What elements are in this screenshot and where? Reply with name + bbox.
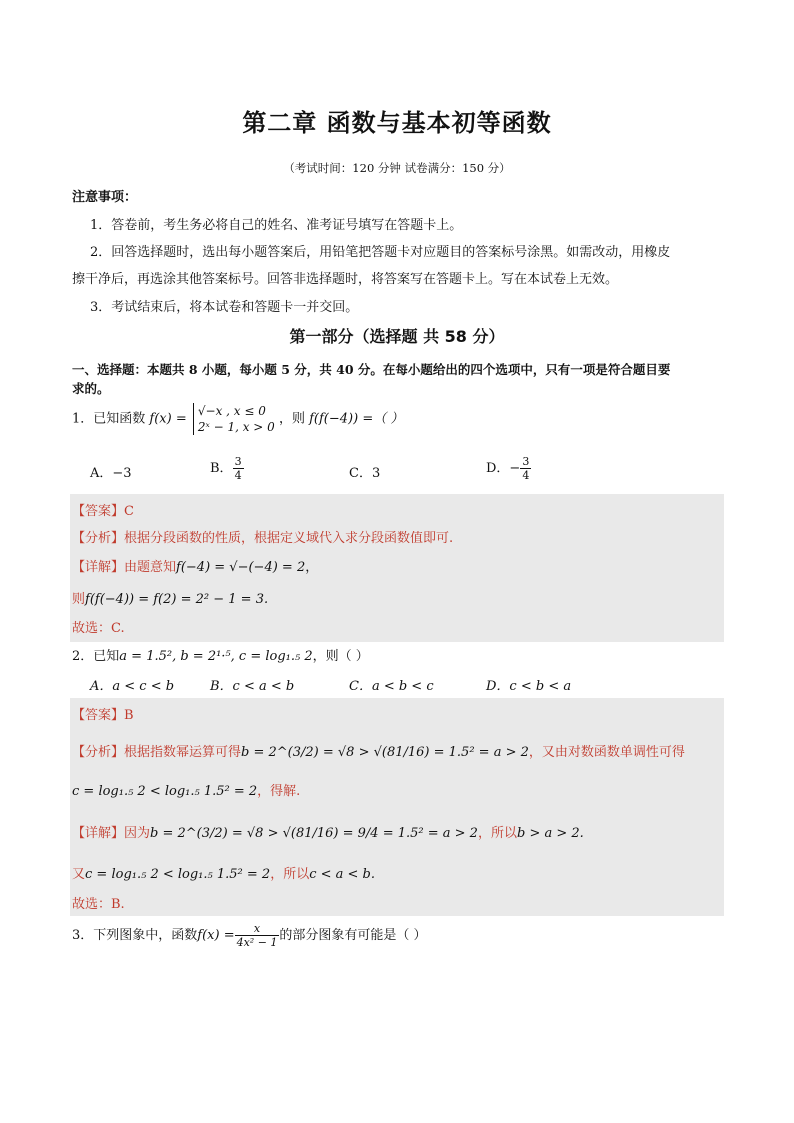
frac-denominator: 4x² − 1 xyxy=(236,936,278,949)
question-2 xyxy=(72,645,369,664)
q2-option-a: A．a < c < b xyxy=(90,679,175,694)
q1-option-c: C．3 xyxy=(349,466,381,481)
q2-detail-line2 xyxy=(72,863,375,882)
q2-math: a = 1.5², b = 2¹·⁵, c = log₁.₅ 2 xyxy=(119,649,313,664)
notice-2-cont: 擦干净后，再选涂其他答案标号。回答非选择题时，将答案写在答题卡上。写在本试卷上无效。 xyxy=(72,272,619,287)
question-1 xyxy=(72,403,403,435)
q2-option-c: C．a < b < c xyxy=(349,679,434,694)
q2-choose: 故选：B. xyxy=(72,897,125,912)
answer-tag: 【答案】 xyxy=(72,504,125,519)
answer-value: B xyxy=(124,708,134,723)
q2-analysis-line2 xyxy=(72,780,300,799)
q2-option-d: D．c < b < a xyxy=(486,679,572,694)
notice-3: 3．考试结束后，将本试卷和答题卡一并交回。 xyxy=(90,300,359,315)
q2-analysis xyxy=(72,741,685,760)
detail-tag: 【详解】 xyxy=(72,560,125,575)
line2-pre: 则 xyxy=(72,592,86,607)
section-title: 第一部分（选择题 共 58 分） xyxy=(289,327,505,346)
q1-case-2: 2ˣ − 1, x > 0 xyxy=(197,420,275,434)
q1-option-b-frac xyxy=(233,455,244,482)
q2-prefix: 2．已知 xyxy=(72,649,120,664)
q3-suffix: 的部分图象有可能是（ ） xyxy=(279,928,427,943)
again-math: c = log₁.₅ 2 < log₁.₅ 1.5² = 2 xyxy=(85,867,271,882)
q3-frac xyxy=(235,922,280,949)
q1-answer xyxy=(72,500,134,519)
q1-prefix: 1．已知函数 xyxy=(72,411,146,427)
q1-option-d xyxy=(486,455,531,482)
q1-option-a: A．−3 xyxy=(90,466,132,481)
notice-2: 2．回答选择题时，选出每小题答案后，用铅笔把答题卡对应题目的答案标号涂黑。如需改动，用橡皮 xyxy=(90,245,671,260)
q1-fx: f(x) = xyxy=(149,411,187,427)
analysis-tag: 【分析】 xyxy=(72,531,125,546)
q2-solution-box xyxy=(70,698,724,916)
q1-detail xyxy=(72,556,318,575)
detail-math: f(−4) = √−(−4) = 2 xyxy=(176,560,306,575)
q1-option-d-frac xyxy=(520,455,531,482)
q1-then: ，则 xyxy=(278,411,305,427)
detail-post: ，所以 xyxy=(477,826,517,841)
analysis-math: b = 2^(3/2) = √8 > √(81/16) = 1.5² = a > 2 xyxy=(241,745,529,760)
q1-piecewise xyxy=(193,403,275,435)
analysis-text: 根据分段函数的性质，根据定义域代入求分段函数值即可. xyxy=(124,531,454,546)
detail-math-2: b > a > 2. xyxy=(516,826,584,841)
detail-math: b = 2^(3/2) = √8 > √(81/16) = 9/4 = 1.5² = a > 2 xyxy=(150,826,478,841)
analysis-pre: 根据指数幂运算可得 xyxy=(124,745,242,760)
exam-info: （考试时间：120 分钟 试卷满分：150 分） xyxy=(283,161,511,175)
q2-detail xyxy=(72,822,584,841)
q2-suffix: ，则（ ） xyxy=(312,649,369,664)
analysis-post: ，又由对数函数单调性可得 xyxy=(528,745,685,760)
frac-numerator: x xyxy=(235,922,280,936)
line-c-math: c = log₁.₅ 2 < log₁.₅ 1.5² = 2 xyxy=(72,784,258,799)
q1-choose: 故选：C. xyxy=(72,621,125,636)
q1-option-b-label: B． xyxy=(210,461,233,476)
frac-numerator: 3 xyxy=(234,455,242,468)
detail-pre: 因为 xyxy=(124,826,151,841)
frac-numerator: 3 xyxy=(522,455,530,468)
again-post: ，所以 xyxy=(270,867,310,882)
q2-answer xyxy=(72,704,134,723)
detail-tag: 【详解】 xyxy=(72,826,125,841)
question-3 xyxy=(72,922,427,949)
part-intro-cont: 求的。 xyxy=(72,381,110,396)
again-math-2: c < a < b. xyxy=(309,867,376,882)
line-c-post: ，得解. xyxy=(257,784,301,799)
notice-heading: 注意事项： xyxy=(72,190,138,205)
q2-option-b: B．c < a < b xyxy=(210,679,295,694)
answer-tag: 【答案】 xyxy=(72,708,125,723)
part-intro: 一、选择题：本题共 8 小题，每小题 5 分，共 40 分。在每小题给出的四个选项中，只有一项是符合题目要 xyxy=(72,362,671,377)
q1-detail-line2 xyxy=(72,588,268,607)
again-pre: 又 xyxy=(72,867,86,882)
frac-denominator: 4 xyxy=(522,469,530,482)
answer-value: C xyxy=(124,504,134,519)
q3-prefix: 3．下列图象中，函数 xyxy=(72,928,198,943)
analysis-tag: 【分析】 xyxy=(72,745,125,760)
page-title: 第二章 函数与基本初等函数 xyxy=(242,109,552,137)
detail-text: 由题意知 xyxy=(124,560,177,575)
frac-denominator: 4 xyxy=(234,469,242,482)
notice-1: 1．答卷前，考生务必将自己的姓名、准考证号填写在答题卡上。 xyxy=(90,218,463,233)
q1-case-1: √−x , x ≤ 0 xyxy=(197,404,266,418)
line2-math: f(f(−4)) = f(2) = 2² − 1 = 3. xyxy=(85,592,269,607)
q3-fx: f(x) = xyxy=(197,928,235,943)
q1-ask: f(f(−4)) =（ ） xyxy=(309,411,404,427)
q1-analysis xyxy=(72,527,453,546)
detail-end: ， xyxy=(305,560,319,575)
q1-option-d-label: D．− xyxy=(486,461,521,476)
q1-option-b xyxy=(210,455,244,482)
